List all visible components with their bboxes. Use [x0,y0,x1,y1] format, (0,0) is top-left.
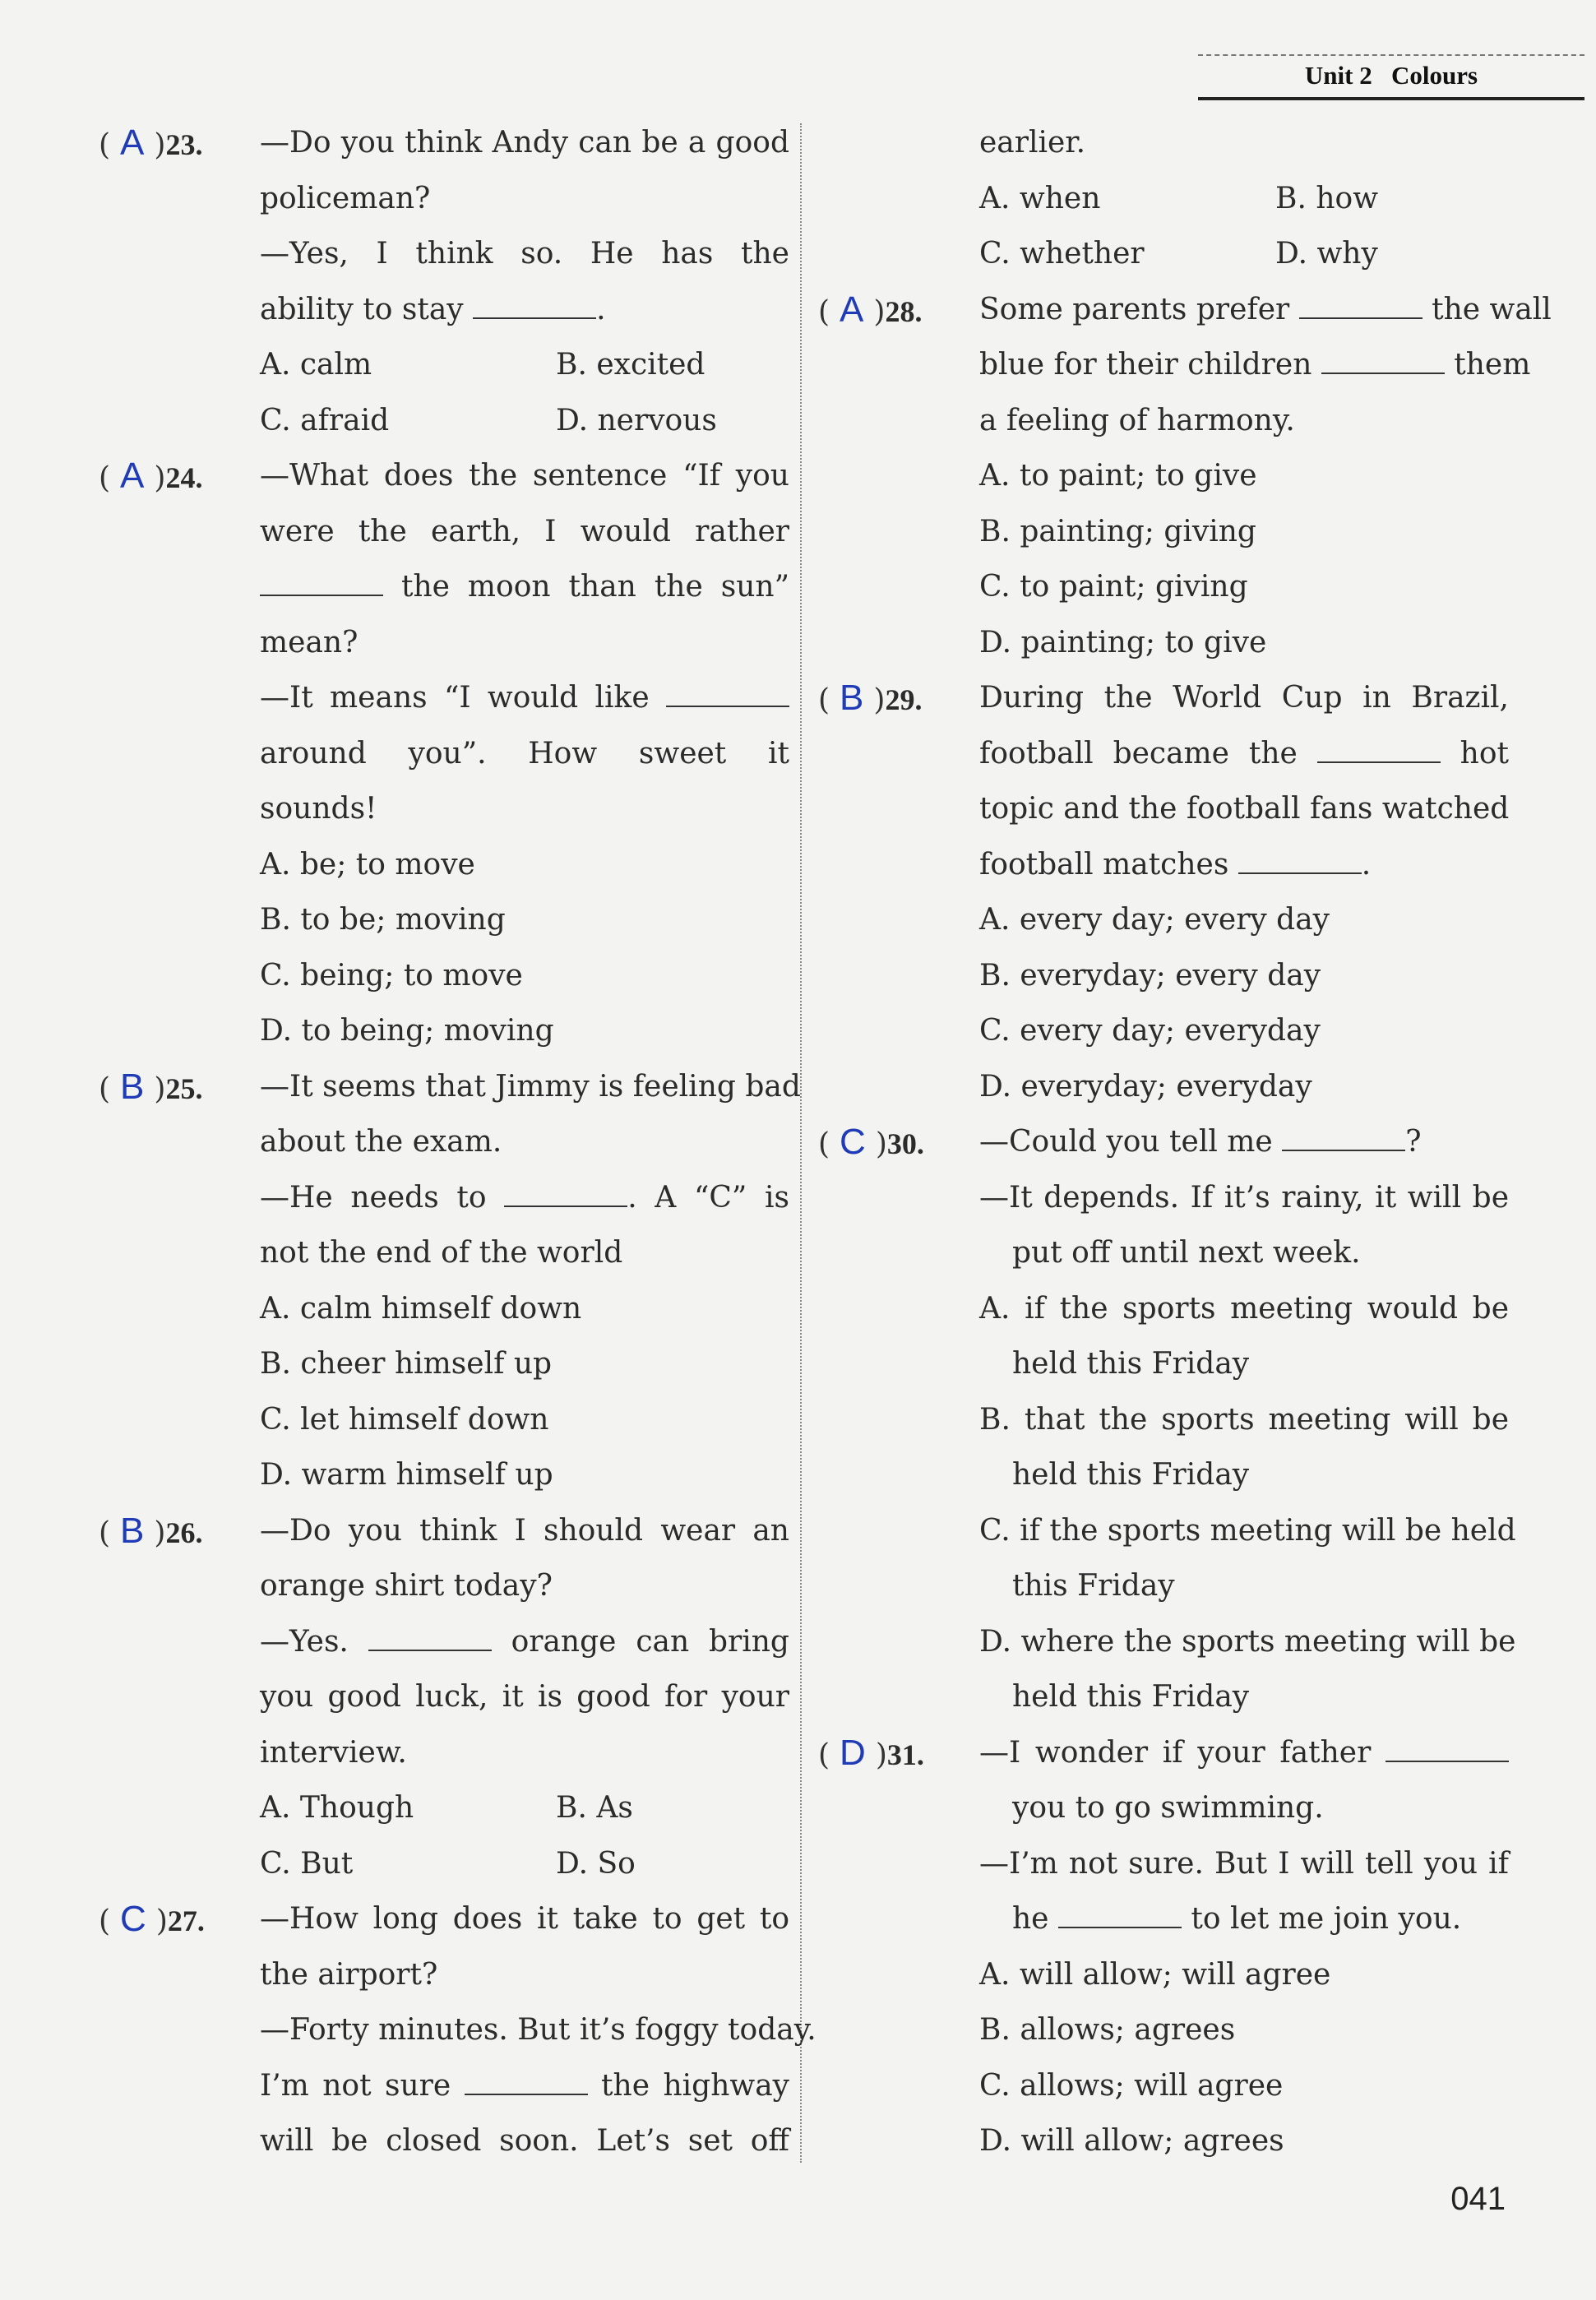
answer-28: ( A )28. [818,289,923,330]
q24-line3: the moon than the sun” [260,559,789,615]
q27-line2: the airport? [260,1957,438,1992]
question-28 [818,282,1552,671]
q29-line2: football became the hot [979,736,1509,771]
option-b: B. to be; moving [260,903,506,937]
option-c: C. every day; everyday [979,1014,1321,1048]
q23-line3: —Yes, I think so. He has the [260,237,789,271]
answer-blank [260,570,383,596]
q26-line2: orange shirt today? [260,1569,553,1603]
answer-29: ( B )29. [818,678,923,718]
option-a: A. calm [260,348,372,382]
q24-line1: —What does the sentence “If you [260,459,789,493]
q24-line7: sounds! [260,792,377,826]
column-divider [800,123,802,2163]
option-b: B. everyday; every day [979,958,1321,993]
question-30 [818,1114,1516,1725]
q30-line1: —Could you tell me ? [979,1125,1422,1159]
q23-line1: —Do you think Andy can be a good [260,126,789,160]
answer-blank [1317,737,1441,763]
answer-blank [1282,1125,1405,1151]
q28-line3: a feeling of harmony. [979,403,1295,437]
answer-blank [1058,1902,1182,1928]
option-b: B. excited [556,348,705,382]
answer-30: ( C )30. [818,1122,924,1162]
answer-blank [1386,1736,1509,1762]
q27-line6: earlier. [979,126,1086,160]
option-d: D. why [1275,237,1378,271]
option-a: A. when [979,181,1101,215]
question-23 [99,115,789,448]
q27-line5: will be closed soon. Let’s set off [260,2124,789,2158]
option-c: C. afraid [260,403,390,437]
answer-31: ( D )31. [818,1732,924,1773]
q31-line2: you to go swimming. [1012,1791,1324,1825]
q31-line1: —I wonder if your father [979,1725,1509,1781]
option-b: B. painting; giving [979,514,1256,548]
option-b: B. how [1275,181,1379,215]
option-d-cont: held this Friday [1012,1680,1250,1714]
question-25 [99,1059,801,1503]
q25-line4: not the end of the world [260,1236,623,1270]
option-a: A. will allow; will agree [979,1957,1331,1992]
option-d: D. So [556,1846,636,1881]
q30-line2: —It depends. If it’s rainy, it will be [979,1180,1509,1215]
question-29 [818,670,1509,1114]
q29-line3: topic and the football fans watched [979,792,1510,826]
question-24 [99,448,789,1059]
q24-line4: mean? [260,625,359,659]
option-a-cont: held this Friday [1012,1347,1250,1381]
answer-blank [473,293,596,319]
q29-line1: During the World Cup in Brazil, [979,681,1509,715]
option-a: A. every day; every day [979,903,1330,937]
page-number: 041 [1450,2181,1506,2217]
q26-line5: interview. [260,1735,407,1770]
answer-blank [368,1625,492,1651]
q27-line3: —Forty minutes. But it’s foggy today. [260,2013,817,2047]
q23-line4: ability to stay . [260,292,606,326]
option-c: C. let himself down [260,1402,549,1437]
q28-line2: blue for their children them [979,348,1531,382]
answer-blank [666,681,789,707]
option-c-cont: this Friday [1012,1569,1175,1603]
q29-line4: football matches . [979,847,1372,882]
answer-24: ( A )24. [99,456,203,496]
left-column [99,115,817,2169]
option-b: B. cheer himself up [260,1347,553,1381]
q30-line3: put off until next week. [1012,1236,1361,1270]
answer-blank [1238,848,1362,874]
option-a: A. be; to move [260,847,475,882]
option-d: D. nervous [556,403,717,437]
q31-line3: —I’m not sure. But I will tell you if [979,1846,1509,1881]
option-c: C. being; to move [260,958,523,993]
option-d: D. to being; moving [260,1014,554,1048]
question-27 [99,1891,817,2169]
option-c: C. allows; will agree [979,2068,1284,2103]
q24-line6: around you”. How sweet it [260,736,789,771]
option-d: D. painting; to give [979,625,1267,659]
unit-title: Colours [1391,61,1478,90]
q27-line1: —How long does it take to get to [260,1902,789,1936]
option-c: C. But [260,1846,354,1881]
right-column [818,115,1552,2169]
question-31 [818,1725,1509,2169]
q28-line1: Some parents prefer the wall [979,292,1552,326]
option-d: D. warm himself up [260,1458,553,1492]
q31-line4: he to let me join you. [1012,1902,1462,1936]
q27-line4: I’m not sure the highway [260,2068,790,2103]
option-a: A. calm himself down [260,1291,582,1326]
answer-blank [504,1181,627,1207]
q26-line4: you good luck, it is good for your [260,1680,789,1714]
answer-blank [1321,348,1445,374]
question-26 [99,1503,789,1892]
option-a: A. Though [260,1791,414,1825]
option-d: D. where the sports meeting will be [979,1624,1516,1659]
option-d: D. everyday; everyday [979,1069,1312,1104]
q24-line2: were the earth, I would rather [260,514,789,548]
answer-25: ( B )25. [99,1066,203,1107]
option-c: C. to paint; giving [979,570,1248,604]
answer-27: ( C )27. [99,1899,205,1939]
q23-line2: policeman? [260,181,431,215]
option-a: A. to paint; to give [979,459,1257,493]
answer-26: ( B )26. [99,1510,203,1551]
answer-blank [1299,293,1423,319]
q25-line1: —It seems that Jimmy is feeling bad [260,1069,801,1104]
option-b: B. As [556,1791,633,1825]
unit-label: Unit 2 [1304,61,1372,90]
option-d: D. will allow; agrees [979,2124,1284,2158]
option-c: C. whether [979,237,1145,271]
answer-23: ( A )23. [99,123,203,163]
q26-line3: —Yes. orange can bring [260,1624,789,1659]
q25-line2: about the exam. [260,1125,502,1159]
option-b: B. that the sports meeting will be [979,1402,1509,1437]
option-b: B. allows; agrees [979,2013,1236,2047]
unit-header [1198,54,1584,100]
q24-line5: —It means “I would like [260,670,789,726]
question-27-continued [818,115,1509,282]
q26-line1: —Do you think I should wear an [260,1513,789,1548]
option-a: A. if the sports meeting would be [979,1291,1509,1326]
q25-line3: —He needs to . A “C” is [260,1180,789,1215]
option-b-cont: held this Friday [1012,1458,1250,1492]
answer-blank [465,2069,588,2095]
option-c: C. if the sports meeting will be held [979,1513,1516,1548]
